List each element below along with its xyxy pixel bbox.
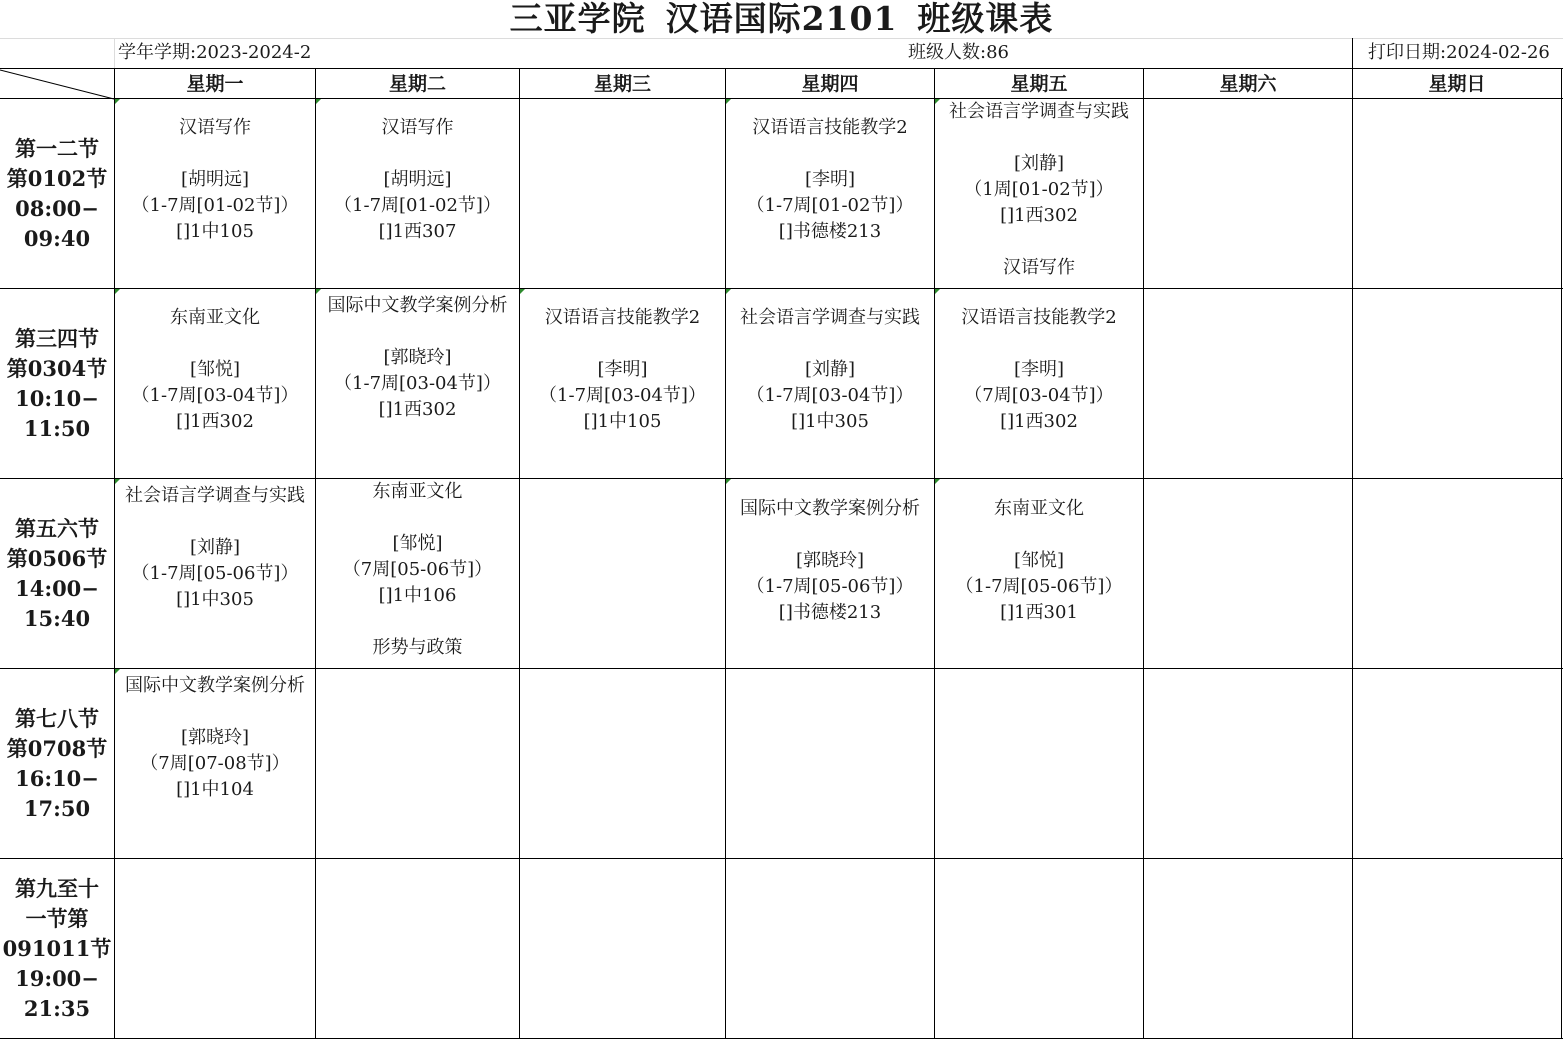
- week-range: （7周[07-08节]）: [140, 753, 290, 774]
- school-name: 三亚学院: [509, 0, 646, 38]
- period-label-3: [0, 479, 114, 668]
- week-range: （1-7周[01-02节]）: [334, 195, 501, 216]
- grid-line: [1561, 68, 1562, 1039]
- day-header-mon: 星期一: [186, 73, 244, 95]
- class-count-label: 班级人数:86: [908, 42, 1009, 63]
- class-cell[interactable]: [316, 289, 519, 478]
- comment-marker: [115, 99, 120, 104]
- classroom: []书德楼213: [778, 602, 882, 623]
- class-cell[interactable]: [935, 289, 1143, 478]
- teacher-name: [郭晓玲]: [180, 727, 250, 748]
- term-label: 学年学期:2023-2024-2: [118, 42, 312, 63]
- teacher-name: [郭晓玲]: [795, 550, 865, 571]
- course-name: 东南亚文化: [994, 498, 1084, 519]
- classroom: []书德楼213: [778, 221, 882, 242]
- classroom: []1中105: [583, 411, 662, 432]
- teacher-name: [胡明远]: [180, 169, 250, 190]
- period-line: 21:35: [23, 995, 91, 1021]
- course-name: 东南亚文化: [170, 307, 260, 328]
- comment-marker: [935, 289, 940, 294]
- class-cell[interactable]: [935, 479, 1143, 668]
- class-cell[interactable]: [726, 289, 934, 478]
- class-cell[interactable]: [316, 99, 519, 288]
- course-name: 汉语语言技能教学2: [752, 117, 908, 138]
- teacher-name: [邹悦]: [189, 359, 241, 380]
- comment-marker: [115, 289, 120, 294]
- classroom: []1西302: [1000, 411, 1078, 432]
- class-cell[interactable]: [115, 99, 315, 288]
- comment-marker: [935, 99, 940, 104]
- gridline: [0, 38, 1563, 39]
- period-line: 17:50: [23, 795, 91, 821]
- grid-line: [0, 1038, 1563, 1039]
- day-header-sat: 星期六: [1219, 73, 1277, 95]
- classroom: []1中305: [791, 411, 869, 432]
- course-name: 汉语写作: [381, 117, 454, 138]
- week-range: （7周[05-06节]）: [342, 559, 493, 580]
- teacher-name: [郭晓玲]: [383, 347, 452, 368]
- day-header-thu: 星期四: [801, 73, 859, 95]
- teacher-name: [李明]: [804, 169, 856, 190]
- period-line: 第0304节: [6, 355, 108, 381]
- class-cell[interactable]: [316, 479, 519, 668]
- classroom: []1西301: [1000, 602, 1078, 623]
- week-range: （1-7周[01-02节]）: [746, 195, 914, 216]
- period-label-5: [0, 859, 114, 1038]
- period-label-4: [0, 669, 114, 858]
- week-range: （1-7周[03-04节]）: [334, 373, 501, 394]
- class-cell[interactable]: [520, 289, 725, 478]
- teacher-name: [李明]: [597, 359, 648, 380]
- day-header-wed: 星期三: [593, 73, 651, 95]
- period-label-2: [0, 289, 114, 478]
- classroom: []1西302: [378, 399, 457, 420]
- teacher-name: [李明]: [1013, 359, 1065, 380]
- class-cell[interactable]: [115, 289, 315, 478]
- week-range: （7周[03-04节]）: [964, 385, 1114, 406]
- period-line: 一节第: [25, 905, 89, 931]
- week-range: （1-7周[01-02节]）: [131, 195, 299, 216]
- course-name: 社会语言学调查与实践: [740, 307, 920, 328]
- comment-marker: [935, 479, 940, 484]
- info-divider: [1352, 38, 1353, 69]
- period-line: 11:50: [23, 415, 91, 441]
- classroom: []1中305: [176, 589, 254, 610]
- period-line: 第七八节: [15, 705, 99, 731]
- period-line: 第三四节: [15, 325, 99, 351]
- classroom: []1中106: [378, 585, 457, 606]
- week-range: （1-7周[05-06节]）: [955, 576, 1123, 597]
- day-header-tue: 星期二: [388, 73, 446, 95]
- course-name-extra: 形势与政策: [372, 637, 463, 658]
- day-header-fri: 星期五: [1010, 73, 1068, 95]
- course-name: 国际中文教学案例分析: [125, 675, 305, 696]
- week-range: （1周[01-02节]）: [964, 179, 1114, 200]
- class-cell[interactable]: [726, 479, 934, 668]
- course-name: 汉语语言技能教学2: [961, 307, 1117, 328]
- week-range: （1-7周[03-04节]）: [131, 385, 299, 406]
- teacher-name: [刘静]: [1013, 153, 1065, 174]
- period-line: 第一二节: [15, 135, 99, 161]
- period-line: 08:00−: [15, 195, 99, 221]
- day-header-sun: 星期日: [1428, 73, 1486, 95]
- classroom: []1中104: [176, 779, 254, 800]
- classroom: []1中105: [176, 221, 254, 242]
- period-line: 第0506节: [6, 545, 108, 571]
- course-name: 社会语言学调查与实践: [949, 101, 1129, 122]
- page-title: [0, 0, 1563, 38]
- period-line: 第0102节: [6, 165, 108, 191]
- comment-marker: [726, 289, 731, 294]
- doc-title: 班级课表: [917, 0, 1054, 38]
- class-cell[interactable]: [935, 99, 1143, 288]
- period-line: 14:00−: [15, 575, 99, 601]
- print-date-label: 打印日期:2024-02-26: [1368, 42, 1550, 63]
- grid-line: [1352, 68, 1353, 1039]
- period-line: 10:10−: [15, 385, 99, 411]
- course-name: 东南亚文化: [372, 481, 463, 502]
- class-cell[interactable]: [115, 479, 315, 668]
- comment-marker: [726, 479, 731, 484]
- grid-line: [519, 68, 520, 1039]
- period-line: 第九至十: [15, 875, 99, 901]
- class-name: 汉语国际2101: [665, 0, 898, 38]
- period-line: 15:40: [23, 605, 91, 631]
- course-name-extra: 汉语写作: [1003, 257, 1075, 278]
- teacher-name: [胡明远]: [383, 169, 452, 190]
- period-line: 16:10−: [15, 765, 99, 791]
- course-name: 社会语言学调查与实践: [125, 485, 305, 506]
- period-line: 第0708节: [6, 735, 108, 761]
- grid-line: [1143, 68, 1144, 1039]
- comment-marker: [520, 289, 525, 294]
- gridline: [114, 38, 115, 69]
- grid-line: [0, 858, 1563, 859]
- class-cell[interactable]: [115, 669, 315, 858]
- teacher-name: [邹悦]: [1013, 550, 1065, 571]
- comment-marker: [316, 289, 321, 294]
- comment-marker: [316, 99, 321, 104]
- week-range: （1-7周[03-04节]）: [746, 385, 914, 406]
- course-name: 国际中文教学案例分析: [740, 498, 920, 519]
- period-label-1: [0, 99, 114, 288]
- teacher-name: [刘静]: [189, 537, 241, 558]
- period-line: 091011节: [2, 935, 112, 961]
- corner-diagonal: [0, 69, 115, 100]
- teacher-name: [刘静]: [804, 359, 856, 380]
- comment-marker: [115, 669, 120, 674]
- course-name: 汉语语言技能教学2: [544, 307, 701, 328]
- classroom: []1西302: [1000, 205, 1078, 226]
- comment-marker: [115, 479, 120, 484]
- teacher-name: [邹悦]: [392, 533, 443, 554]
- classroom: []1西307: [378, 221, 457, 242]
- course-name: 国际中文教学案例分析: [327, 295, 508, 316]
- week-range: （1-7周[05-06节]）: [746, 576, 914, 597]
- course-name: 汉语写作: [179, 117, 251, 138]
- week-range: （1-7周[03-04节]）: [539, 385, 706, 406]
- period-line: 19:00−: [15, 965, 99, 991]
- period-line: 09:40: [23, 225, 91, 251]
- period-line: 第五六节: [15, 515, 99, 541]
- week-range: （1-7周[05-06节]）: [131, 563, 299, 584]
- classroom: []1西302: [176, 411, 254, 432]
- class-cell[interactable]: [726, 99, 934, 288]
- comment-marker: [726, 99, 731, 104]
